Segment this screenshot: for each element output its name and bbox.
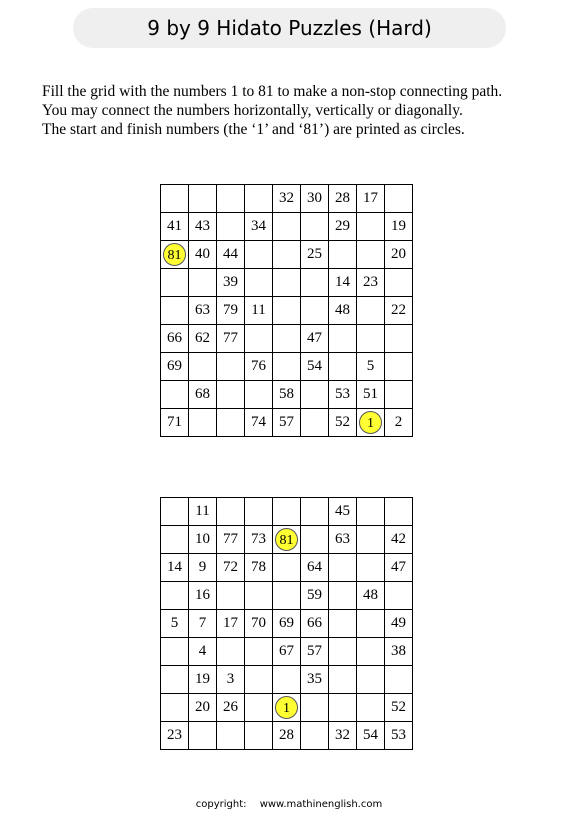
grid-cell[interactable] <box>161 666 189 694</box>
grid-cell: 49 <box>385 610 413 638</box>
grid-cell: 3 <box>217 666 245 694</box>
grid-cell: 77 <box>217 526 245 554</box>
grid-cell[interactable] <box>385 353 413 381</box>
grid-cell: 17 <box>357 185 385 213</box>
grid-row <box>161 498 413 526</box>
grid-cell[interactable] <box>357 666 385 694</box>
grid-cell[interactable] <box>273 213 301 241</box>
grid-cell[interactable] <box>217 353 245 381</box>
grid-cell[interactable] <box>329 694 357 722</box>
grid-cell[interactable] <box>273 582 301 610</box>
grid-cell: 43 <box>189 213 217 241</box>
finish-circle: 81 <box>163 243 186 266</box>
grid-cell[interactable] <box>385 269 413 297</box>
grid-cell: 17 <box>217 610 245 638</box>
grid-cell <box>357 409 385 437</box>
grid-cell: 62 <box>189 325 217 353</box>
grid-cell[interactable] <box>245 666 273 694</box>
grid-cell[interactable] <box>217 638 245 666</box>
instruction-line: You may connect the numbers horizontally, vertically or diagonally. <box>42 102 463 119</box>
grid-cell <box>273 526 301 554</box>
grid-cell[interactable] <box>217 213 245 241</box>
grid-cell[interactable] <box>357 610 385 638</box>
grid-cell: 54 <box>357 722 385 750</box>
grid-cell[interactable] <box>161 297 189 325</box>
grid-cell: 5 <box>357 353 385 381</box>
grid-cell: 69 <box>273 610 301 638</box>
grid-cell: 67 <box>273 638 301 666</box>
grid-cell: 25 <box>301 241 329 269</box>
grid-cell: 4 <box>189 638 217 666</box>
grid-cell <box>161 241 189 269</box>
grid-cell[interactable] <box>357 554 385 582</box>
grid-cell: 59 <box>301 582 329 610</box>
grid-cell: 73 <box>245 526 273 554</box>
grid-cell[interactable] <box>357 526 385 554</box>
grid-cell: 7 <box>189 610 217 638</box>
grid-cell: 16 <box>189 582 217 610</box>
grid-cell: 58 <box>273 381 301 409</box>
grid-row <box>161 241 413 269</box>
grid-row <box>161 381 413 409</box>
grid-cell[interactable] <box>189 353 217 381</box>
grid-cell: 14 <box>161 554 189 582</box>
grid-cell: 52 <box>385 694 413 722</box>
grid-cell[interactable] <box>357 638 385 666</box>
grid-cell[interactable] <box>357 241 385 269</box>
grid-cell[interactable] <box>245 185 273 213</box>
grid-cell[interactable] <box>273 353 301 381</box>
grid-cell: 54 <box>301 353 329 381</box>
grid-cell: 5 <box>161 610 189 638</box>
grid-cell: 78 <box>245 554 273 582</box>
grid-cell: 11 <box>189 498 217 526</box>
grid-cell[interactable] <box>301 213 329 241</box>
grid-cell: 40 <box>189 241 217 269</box>
grid-cell[interactable] <box>301 409 329 437</box>
grid-cell[interactable] <box>161 582 189 610</box>
grid-cell[interactable] <box>357 325 385 353</box>
grid-cell: 53 <box>329 381 357 409</box>
start-circle: 1 <box>275 696 298 719</box>
grid-cell: 72 <box>217 554 245 582</box>
grid-cell: 70 <box>245 610 273 638</box>
grid-row <box>161 582 413 610</box>
grid-cell[interactable] <box>161 694 189 722</box>
grid-cell[interactable] <box>217 498 245 526</box>
grid-cell[interactable] <box>385 582 413 610</box>
grid-cell: 39 <box>217 269 245 297</box>
grid-cell: 63 <box>189 297 217 325</box>
grid-row <box>161 213 413 241</box>
grid-cell[interactable] <box>245 694 273 722</box>
grid-row <box>161 353 413 381</box>
grid-cell[interactable] <box>301 498 329 526</box>
instruction-line: Fill the grid with the numbers 1 to 81 to make a non-stop connecting path. <box>42 83 503 100</box>
grid-cell[interactable] <box>301 526 329 554</box>
title-banner <box>73 8 506 48</box>
grid-cell[interactable] <box>189 269 217 297</box>
grid-cell: 26 <box>217 694 245 722</box>
website-link[interactable]: www.mathinenglish.com <box>259 799 383 810</box>
grid-cell[interactable] <box>385 666 413 694</box>
grid-row <box>161 269 413 297</box>
grid-cell[interactable] <box>385 185 413 213</box>
grid-cell[interactable] <box>385 325 413 353</box>
finish-circle: 81 <box>275 528 298 551</box>
grid-cell[interactable] <box>189 185 217 213</box>
grid-cell: 69 <box>161 353 189 381</box>
grid-cell[interactable] <box>357 213 385 241</box>
grid-cell: 79 <box>217 297 245 325</box>
grid-cell[interactable] <box>273 241 301 269</box>
grid-cell: 57 <box>301 638 329 666</box>
grid-cell[interactable] <box>217 381 245 409</box>
grid-cell: 53 <box>385 722 413 750</box>
page-title: 9 by 9 Hidato Puzzles (Hard) <box>147 16 432 40</box>
grid-cell: 48 <box>357 582 385 610</box>
grid-row <box>161 610 413 638</box>
grid-cell: 28 <box>329 185 357 213</box>
grid-row <box>161 666 413 694</box>
grid-cell[interactable] <box>329 610 357 638</box>
grid-cell[interactable] <box>217 722 245 750</box>
grid-cell[interactable] <box>245 381 273 409</box>
grid-cell[interactable] <box>329 638 357 666</box>
grid-cell[interactable] <box>385 498 413 526</box>
grid-cell: 42 <box>385 526 413 554</box>
grid-cell[interactable] <box>245 325 273 353</box>
grid-cell[interactable] <box>161 381 189 409</box>
grid-cell[interactable] <box>329 353 357 381</box>
grid-cell: 52 <box>329 409 357 437</box>
grid-cell: 47 <box>301 325 329 353</box>
start-circle: 1 <box>359 411 382 434</box>
grid-cell[interactable] <box>301 269 329 297</box>
grid-cell: 30 <box>301 185 329 213</box>
grid-row <box>161 409 413 437</box>
grid-row <box>161 638 413 666</box>
grid-cell[interactable] <box>301 694 329 722</box>
grid-cell[interactable] <box>217 409 245 437</box>
grid-row <box>161 694 413 722</box>
grid-cell: 20 <box>385 241 413 269</box>
copyright-label: copyright: <box>195 799 247 810</box>
grid-cell: 41 <box>161 213 189 241</box>
instruction-line: The start and finish numbers (the ‘1’ and ‘81’) are printed as circles. <box>42 121 465 138</box>
grid-cell: 29 <box>329 213 357 241</box>
grid-cell[interactable] <box>189 409 217 437</box>
grid-cell: 63 <box>329 526 357 554</box>
grid-cell[interactable] <box>245 582 273 610</box>
grid-cell: 66 <box>301 610 329 638</box>
grid-cell[interactable] <box>329 325 357 353</box>
grid-row <box>161 185 413 213</box>
grid-cell: 28 <box>273 722 301 750</box>
puzzle-grid-2 <box>160 497 413 750</box>
grid-cell[interactable] <box>273 325 301 353</box>
grid-cell[interactable] <box>329 554 357 582</box>
grid-cell[interactable] <box>273 554 301 582</box>
grid-cell[interactable] <box>245 638 273 666</box>
grid-cell[interactable] <box>217 582 245 610</box>
grid-cell: 74 <box>245 409 273 437</box>
grid-cell[interactable] <box>161 638 189 666</box>
grid-row <box>161 554 413 582</box>
grid-cell[interactable] <box>189 722 217 750</box>
grid-cell[interactable] <box>357 498 385 526</box>
grid-cell: 2 <box>385 409 413 437</box>
grid-cell: 44 <box>217 241 245 269</box>
grid-cell[interactable] <box>245 241 273 269</box>
grid-cell[interactable] <box>245 269 273 297</box>
grid-cell: 66 <box>161 325 189 353</box>
grid-cell[interactable] <box>245 498 273 526</box>
grid-cell: 51 <box>357 381 385 409</box>
grid-cell[interactable] <box>273 269 301 297</box>
grid-cell: 19 <box>189 666 217 694</box>
grid-cell: 35 <box>301 666 329 694</box>
grid-cell[interactable] <box>329 666 357 694</box>
grid-cell: 34 <box>245 213 273 241</box>
footer <box>0 799 578 810</box>
grid-cell[interactable] <box>385 381 413 409</box>
grid-cell: 14 <box>329 269 357 297</box>
grid-cell[interactable] <box>273 666 301 694</box>
grid-cell: 57 <box>273 409 301 437</box>
grid-row <box>161 722 413 750</box>
puzzle-grid-1 <box>160 184 413 437</box>
grid-cell[interactable] <box>161 269 189 297</box>
grid-cell: 19 <box>385 213 413 241</box>
grid-row <box>161 325 413 353</box>
grid-cell[interactable] <box>357 694 385 722</box>
grid-cell: 45 <box>329 498 357 526</box>
grid-cell[interactable] <box>329 241 357 269</box>
grid-cell: 64 <box>301 554 329 582</box>
grid-cell: 47 <box>385 554 413 582</box>
grid-row <box>161 297 413 325</box>
grid-row <box>161 526 413 554</box>
grid-cell[interactable] <box>357 297 385 325</box>
grid-cell: 23 <box>357 269 385 297</box>
grid-cell: 23 <box>161 722 189 750</box>
grid-cell: 76 <box>245 353 273 381</box>
grid-cell[interactable] <box>301 297 329 325</box>
grid-cell[interactable] <box>161 526 189 554</box>
grid-cell[interactable] <box>245 722 273 750</box>
grid-cell: 32 <box>273 185 301 213</box>
grid-cell: 38 <box>385 638 413 666</box>
grid-cell <box>273 694 301 722</box>
grid-cell[interactable] <box>161 185 189 213</box>
instructions <box>42 82 552 139</box>
grid-cell[interactable] <box>217 185 245 213</box>
grid-cell: 48 <box>329 297 357 325</box>
grid-cell[interactable] <box>329 582 357 610</box>
grid-cell: 9 <box>189 554 217 582</box>
grid-cell[interactable] <box>161 498 189 526</box>
grid-cell[interactable] <box>273 498 301 526</box>
grid-cell: 22 <box>385 297 413 325</box>
grid-cell[interactable] <box>301 722 329 750</box>
grid-cell: 71 <box>161 409 189 437</box>
grid-cell: 11 <box>245 297 273 325</box>
grid-cell: 32 <box>329 722 357 750</box>
grid-cell: 68 <box>189 381 217 409</box>
grid-cell[interactable] <box>273 297 301 325</box>
grid-cell[interactable] <box>301 381 329 409</box>
grid-cell: 20 <box>189 694 217 722</box>
grid-cell: 77 <box>217 325 245 353</box>
grid-cell: 10 <box>189 526 217 554</box>
